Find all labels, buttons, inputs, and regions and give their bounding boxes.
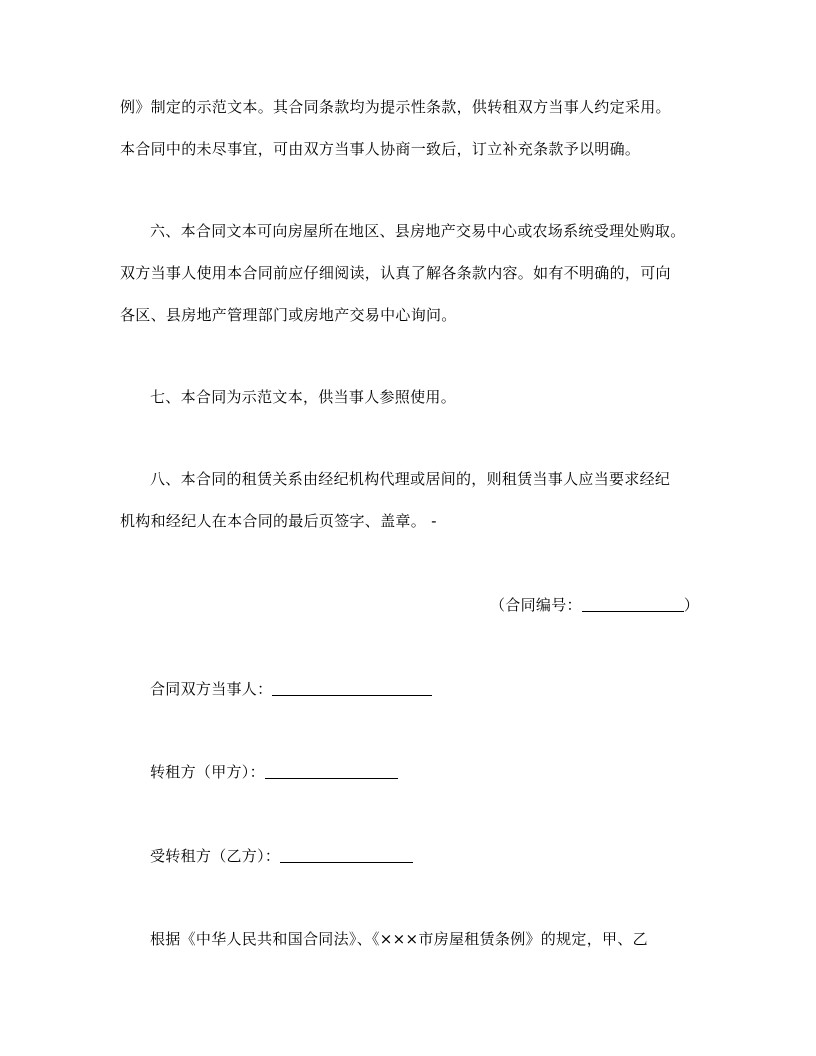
contract-number-blank[interactable] xyxy=(582,595,684,612)
parties-label: 合同双方当事人： xyxy=(150,680,273,698)
parties-blank[interactable] xyxy=(272,679,432,696)
paragraph-8-line-1: 八、本合同的租赁关系由经纪机构代理或居间的，则租赁当事人应当要求经纪 xyxy=(150,470,671,488)
sublessee-field xyxy=(150,846,413,866)
parties-field xyxy=(150,679,432,699)
contract-number xyxy=(490,595,699,615)
sublessor-blank[interactable] xyxy=(265,762,398,779)
paragraph-8-line-2: 机构和经纪人在本合同的最后页签字、盖章。 - xyxy=(120,512,437,530)
closing-line-1: 根据《中华人民共和国合同法》、《×××市房屋租赁条例》的规定，甲、乙 xyxy=(150,930,648,948)
sublessor-field xyxy=(150,762,398,782)
paragraph-5-line-1: 例》制定的示范文本。其合同条款均为提示性条款，供转租双方当事人约定采用。 xyxy=(120,98,671,116)
sublessee-label: 受转租方（乙方）： xyxy=(150,847,281,865)
paragraph-6-line-2: 双方当事人使用本合同前应仔细阅读，认真了解各条款内容。如有不明确的，可向 xyxy=(120,264,671,282)
paragraph-6-line-1: 六、本合同文本可向房屋所在地区、县房地产交易中心或农场系统受理处购取。 xyxy=(150,222,686,240)
paragraph-7-line-1: 七、本合同为示范文本，供当事人参照使用。 xyxy=(150,388,457,406)
paragraph-5-line-2: 本合同中的未尽事宜，可由双方当事人协商一致后，订立补充条款予以明确。 xyxy=(120,140,641,158)
contract-number-suffix: ） xyxy=(683,596,700,614)
contract-number-prefix: （合同编号： xyxy=(490,596,582,614)
sublessor-label: 转租方（甲方）： xyxy=(150,763,265,781)
paragraph-6-line-3: 各区、县房地产管理部门或房地产交易中心询问。 xyxy=(120,306,457,324)
sublessee-blank[interactable] xyxy=(280,846,413,863)
